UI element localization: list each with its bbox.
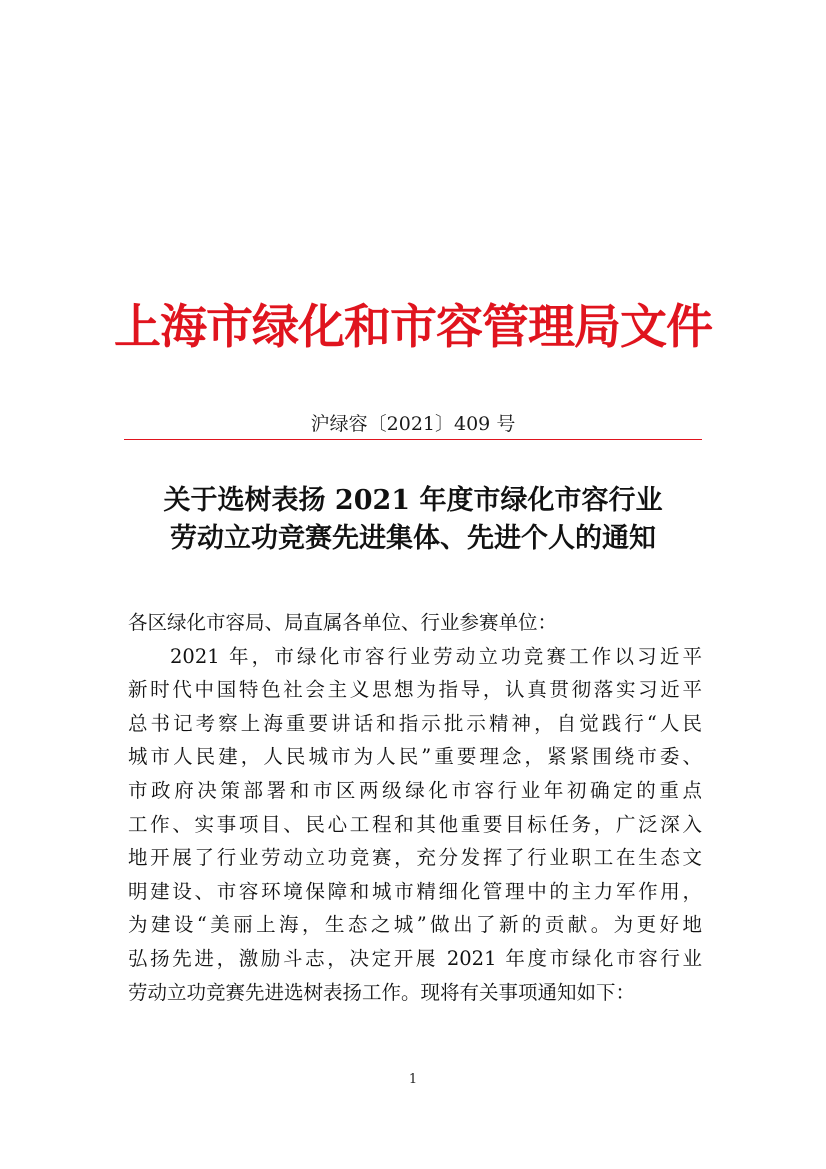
notice-title-line: 劳动立功竞赛先进集体、先进个人的通知 <box>170 523 656 554</box>
notice-body <box>128 606 702 1009</box>
notice-title <box>124 482 702 558</box>
paragraph-line: 市政府决策部署和市区两级绿化市容行业年初确定的重点 <box>128 778 702 802</box>
body-paragraph <box>128 640 702 1010</box>
document-number: 沪绿容〔2021〕409 号 <box>310 413 516 435</box>
paragraph-line: 总书记考察上海重要讲话和指示批示精神，自觉践行“人民 <box>128 711 702 735</box>
paragraph-line: 劳动立功竞赛先进选树表扬工作。现将有关事项通知如下： <box>128 980 636 1004</box>
paragraph-line: 弘扬先进，激励斗志，决定开展 2021 年度市绿化市容行业 <box>128 946 702 970</box>
paragraph-line: 2021 年，市绿化市容行业劳动立功竞赛工作以习近平 <box>170 644 702 668</box>
issuing-authority-header: 上海市绿化和市容管理局文件 <box>114 300 712 355</box>
page-number: 1 <box>408 1072 418 1087</box>
notice-title-line: 关于选树表扬 2021 年度市绿化市容行业 <box>163 485 663 516</box>
paragraph-line: 为建设“美丽上海，生态之城”做出了新的贡献。为更好地 <box>128 913 702 937</box>
paragraph-line: 工作、实事项目、民心工程和其他重要目标任务，广泛深入 <box>128 812 702 836</box>
addressee-line: 各区绿化市容局、局直属各单位、行业参赛单位： <box>128 611 558 634</box>
paragraph-line: 城市人民建，人民城市为人民”重要理念，紧紧围绕市委、 <box>128 745 702 769</box>
paragraph-line: 新时代中国特色社会主义思想为指导，认真贯彻落实习近平 <box>128 678 702 702</box>
paragraph-line: 地开展了行业劳动立功竞赛，充分发挥了行业职工在生态文 <box>128 846 702 870</box>
paragraph-line: 明建设、市容环境保障和城市精细化管理中的主力军作用， <box>128 879 702 903</box>
red-separator-line <box>124 439 702 440</box>
